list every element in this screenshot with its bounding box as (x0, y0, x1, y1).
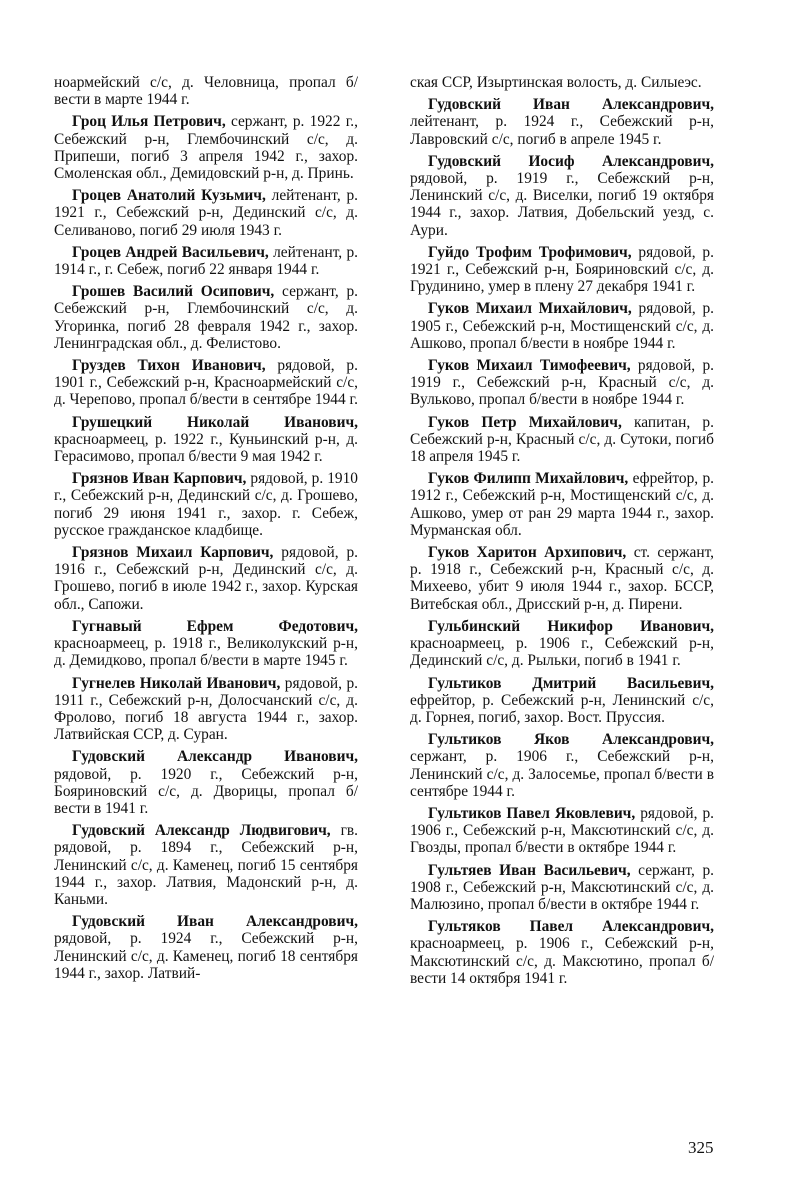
entry-text: ст. сержант, р. 1918 г., Себежский р-н, Красный с/с, д. Михеево, убит 9 июля 1944 г., захор. БССР, Витебская обл., Дрисский р-н, д. Пирени. (410, 544, 714, 613)
entry-text: ская ССР, Изыртинская волость, д. Силыеэс. (410, 74, 702, 91)
entry (410, 300, 714, 352)
entry (54, 544, 358, 613)
entry-text: сержант, р. 1908 г., Себежский р-н, Максютинский с/с, д. Малюзино, пропал б/вести в октябре 1944 г. (410, 861, 714, 913)
entry-text: рядовой, р. 1916 г., Себежский р-н, Дединский с/с, д. Грошево, погиб в июле 1942 г., захор. Курская обл., Сапожи. (54, 544, 358, 613)
entry-text: рядовой, р. 1919 г., Себежский р-н, Красный с/с, д. Вульково, пропал б/вести в ноябре 1944 г. (410, 357, 714, 409)
entry-name: Гроц Илья Петрович, (72, 113, 226, 131)
entry (54, 414, 358, 466)
entry-name: Грошев Василий Осипович, (72, 283, 275, 301)
entry (54, 675, 358, 744)
entry (410, 805, 714, 857)
entry-text: капитан, р. Себежский р-н, Красный с/с, д. Сутоки, погиб 18 апреля 1945 г. (410, 413, 714, 466)
entry-name: Грязнов Михаил Карпович, (72, 544, 274, 562)
entry-name: Гультиков Яков Александрович, (428, 731, 714, 749)
entry-name: Грязнов Иван Карпович, (72, 470, 247, 488)
entry-text: лейтенант, р. 1914 г., г. Себеж, погиб 22 января 1944 г. (54, 243, 358, 279)
entry-name: Гугнелев Николай Иванович, (72, 674, 281, 692)
entry (410, 244, 714, 296)
entry-name: Гроцев Анатолий Кузьмич, (72, 187, 266, 205)
entry (54, 822, 358, 908)
entry-text: рядовой, р. 1910 г., Себежский р-н, Дединский с/с, д. Грошево, погиб 29 июня 1941 г., захор. г. Себеж, русское гражданское кладбище. (54, 470, 359, 539)
entry (54, 187, 358, 239)
entry-text: лейтенант, р. 1921 г., Себежский р-н, Дединский с/с, д. Селиваново, погиб 29 июля 1943 г. (54, 187, 358, 239)
entry-name: Гудовский Иван Александрович, (72, 913, 358, 931)
entry (54, 244, 358, 278)
entry-name: Груздев Тихон Иванович, (72, 357, 266, 375)
entry-text: рядовой, р. 1924 г., Себежский р-н, Ленинский с/с, д. Каменец, погиб 18 сентября 1944 г., захор. Латвий- (54, 930, 358, 982)
entry-text: рядовой, р. 1901 г., Себежский р-н, Красноармейский с/с, д. Черепово, пропал б/вести в сентябре 1944 г. (54, 357, 358, 409)
entry-name: Гудовский Александр Людвигович, (72, 822, 331, 840)
entry-text: красноармеец, р. 1906 г., Себежский р-н, Максютинский с/с, д. Максютино, пропал б/вести 14 октября 1941 г. (410, 935, 714, 987)
entry-text: гв. рядовой, р. 1894 г., Себежский р-н, Ленинский с/с, д. Каменец, погиб 15 сентября 1944 г., захор. Латвия, Мадонский р-н, д. Каньми. (54, 822, 358, 908)
left-column (54, 74, 358, 987)
entry-text: рядовой, р. 1919 г., Себежский р-н, Ленинский с/с, д. Виселки, погиб 19 октября 1944 г., захор. Латвия, Добельский уезд, с. Аури. (410, 170, 714, 239)
entry-text: рядовой, р. 1911 г., Себежский р-н, Долосчанский с/с, д. Фролово, погиб 18 августа 1944 г., захор. Латвийская ССР, д. Суран. (54, 674, 358, 744)
entry (410, 74, 714, 91)
entry-text: красноармеец, р. 1918 г., Великолукский р-н, д. Демидково, пропал б/вести в марте 1945 г. (54, 635, 358, 670)
entry (54, 357, 358, 409)
entry-name: Гульбинский Никифор Иванович, (428, 617, 714, 635)
entry-name: Гуков Михаил Михайлович, (428, 300, 632, 318)
entry (410, 357, 714, 409)
entry-name: Гроцев Андрей Васильевич, (72, 243, 269, 261)
entry-text: ефрейтор, р. 1912 г., Себежский р-н, Мостищенский с/с, д. Ашково, умер от ран 29 марта 1944 г., захор. Мурманская обл. (410, 470, 714, 539)
entry (54, 470, 358, 539)
entry (54, 283, 358, 352)
entry-name: Гудовский Александр Иванович, (72, 748, 358, 766)
entry (54, 113, 358, 182)
entry-name: Гудовский Иосиф Александрович, (428, 152, 714, 170)
right-column (410, 74, 714, 992)
entry (410, 675, 714, 727)
entry-text: красноармеец, р. 1906 г., Себежский р-н, Дединский с/с, д. Рыльки, погиб в 1941 г. (410, 635, 714, 670)
entry-text: ефрейтор, р. Себежский р-н, Ленинский с/с, д. Горнея, погиб, захор. Вост. Пруссия. (410, 691, 714, 726)
entry-name: Гуков Филипп Михайлович, (428, 470, 629, 488)
entry (410, 618, 714, 670)
entry-text: сержант, р. Себежский р-н, Глембочинский с/с, д. Угоринка, погиб 28 февраля 1942 г., захор. Ленинградская обл., д. Фелистово. (54, 283, 358, 352)
entry-name: Гультяков Павел Александрович, (428, 918, 714, 936)
entry-name: Гультиков Дмитрий Васильевич, (428, 674, 714, 692)
page-number: 325 (688, 1138, 714, 1157)
entry (54, 74, 358, 108)
entry (54, 618, 358, 670)
entry-name: Гуков Петр Михайлович, (428, 413, 622, 431)
entry (410, 96, 714, 148)
entry-text: ноармейский с/с, д. Человница, пропал б/вести в марте 1944 г. (54, 74, 358, 109)
entry-text: лейтенант, р. 1924 г., Себежский р-н, Лавровский с/с, погиб в апреле 1945 г. (410, 113, 714, 148)
entry-name: Гуков Харитон Архипович, (428, 544, 627, 562)
entry-name: Гуков Михаил Тимофеевич, (428, 357, 631, 375)
entry-name: Гультяев Иван Васильевич, (428, 861, 631, 879)
entry (410, 918, 714, 987)
entry (410, 544, 714, 613)
entry (54, 748, 358, 817)
entry-text: рядовой, р. 1906 г., Себежский р-н, Максютинский с/с, д. Гвозды, пропал б/вести в октябре 1944 г. (410, 804, 714, 857)
entry-text: рядовой, р. 1921 г., Себежский р-н, Бояриновский с/с, д. Грудинино, умер в плену 27 декабря 1941 г. (410, 243, 714, 296)
entry-text: рядовой, р. 1920 г., Себежский р-н, Бояриновский с/с, д. Дворицы, пропал б/вести в 1941 г. (54, 765, 358, 817)
entry-text: сержант, р. 1906 г., Себежский р-н, Ленинский с/с, д. Залосемье, пропал б/вести в сентябре 1944 г. (410, 748, 714, 800)
entry (410, 731, 714, 800)
entry-text: рядовой, р. 1905 г., Себежский р-н, Мостищенский с/с, д. Ашково, пропал б/вести в ноябре 1944 г. (410, 300, 714, 352)
entry-name: Гуйдо Трофим Трофимович, (428, 243, 632, 261)
entry (54, 913, 358, 982)
entry (410, 470, 714, 539)
entry (410, 414, 714, 466)
entry-name: Гугнавый Ефрем Федотович, (72, 617, 358, 635)
entry-text: сержант, р. 1922 г., Себежский р-н, Глембочинский с/с, д. Припеши, погиб 3 апреля 1942 г., захор. Смоленская обл., Демидовский р-н, д. Принь. (54, 113, 358, 183)
entry (410, 862, 714, 914)
entry-name: Гультиков Павел Яковлевич, (428, 804, 636, 822)
entry-name: Грушецкий Николай Иванович, (72, 413, 358, 431)
entry-name: Гудовский Иван Александрович, (428, 96, 714, 114)
entry-text: красноармеец, р. 1922 г., Куньинский р-н, д. Герасимово, пропал б/вести 9 мая 1942 г. (54, 430, 358, 466)
entry (410, 153, 714, 239)
